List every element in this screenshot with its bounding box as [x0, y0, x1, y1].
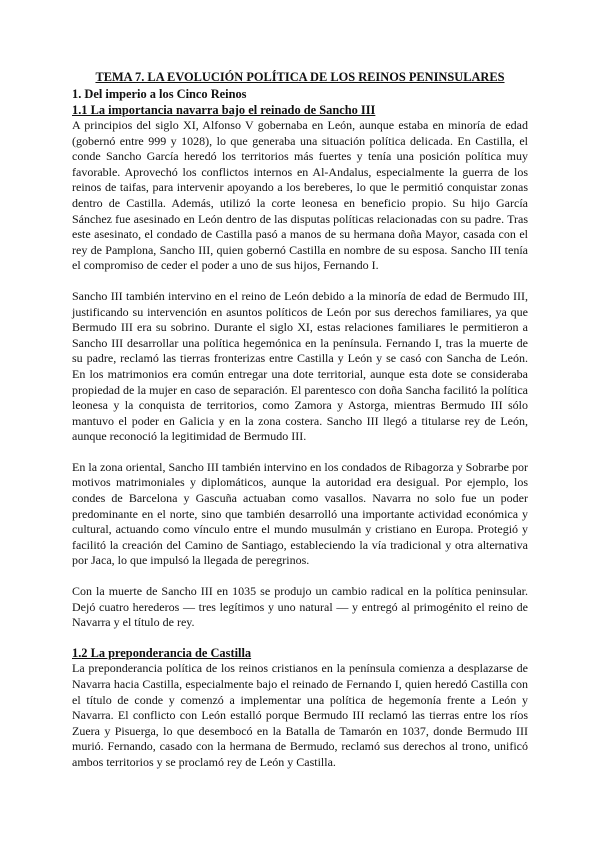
- subsection-heading-1-2: 1.2 La preponderancia de Castilla: [72, 645, 252, 660]
- paragraph-5: La preponderancia política de los reinos cristianos en la península comienza a desplazarse de Navarra hacia Castilla, especialmente bajo el reinado de Fernando I, quien heredó Castilla con el título de conde y comenzó a implementar una política de hegemonía frente a León y Navarra. El conflicto con León estalló porque Bermudo III reclamó las tierras entre los ríos Zuera y Pisuerga, lo que desembocó en la Batalla de Tamarón en 1037, donde Bermudo III murió. Fernando, casado con la hermana de Bermudo, reclamó sus derechos al trono, unificó ambos territorios y se proclamó rey de León y Castilla.: [72, 661, 528, 769]
- page-title: TEMA 7. LA EVOLUCIÓN POLÍTICA DE LOS REINOS PENINSULARES: [95, 70, 505, 84]
- paragraph-3: En la zona oriental, Sancho III también intervino en los condados de Ribagorza y Sobrarbe por motivos matrimoniales y diplomáticos, aunque la autoridad era desigual. Por ejemplo, los condes de Barcelona y Gascuña actuaban como vasallos. Navarra no solo fue un poder predominante en el norte, sino que también desarrolló una importante actividad económica y cultural, actuando como vínculo entre el mundo musulmán y cristiano en Europa. Protegió y facilitó la creación del Camino de Santiago, estableciendo la vía tradicional y otra alternativa por Jaca, lo que impulsó la llegada de peregrinos.: [72, 459, 528, 568]
- paragraph-2: Sancho III también intervino en el reino de León debido a la minoría de edad de Bermudo III, justificando su intervención en asuntos políticos de León por sus derechos familiares, ya que Bermudo III era su sobrino. Durante el siglo XI, estas relaciones familiares le permitieron a Sancho III desarrollar una política hegemónica en la península. Fernando I, tras la muerte de su padre, reclamó las tierras fronterizas entre Castilla y León y se casó con Sancha de León. En los matrimonios era común entregar una dote territorial, aunque esta dote se consideraba propiedad de la mujer en caso de separación. El parentesco con doña Sancha facilitó la política leonesa y la conquista de territorios, como Zamora y Astorga, mientras Bermudo III sólo mantuvo el poder en Galicia y en la zona costera. Sancho III llegó a titularse rey de León, aunque reconoció la legitimidad de Bermudo III.: [72, 288, 528, 444]
- paragraph-4: Con la muerte de Sancho III en 1035 se produjo un cambio radical en la política peninsular. Dejó cuatro herederos — tres legítimos y uno natural — y entregó al primogénito el reino de Navarra y el título de rey.: [72, 584, 528, 630]
- section-heading: 1. Del imperio a los Cinco Reinos: [72, 87, 247, 101]
- paragraph-1: A principios del siglo XI, Alfonso V gobernaba en León, aunque estaba en minoría de edad (gobernó entre 999 y 1028), lo que generaba una situación política delicada. En Castilla, el conde Sancho García heredó los territorios más fuertes y tenía una posición política muy favorable. Aprovechó los conflictos internos en Al-Andalus, especialmente la guerra de los reinos de taifas, para intervenir apoyando a los bereberes, lo que le permitió conquistar zonas dentro de Castilla. Además, utilizó la corte leonesa en beneficio propio. Su hijo García Sánchez fue asesinado en León dentro de las disputas políticas relacionadas con su padre. Tras este asesinato, el condado de Castilla pasó a manos de su hermana doña Mayor, casada con el rey de Pamplona, Sancho III, quien gobernó Castilla en nombre de su esposa. Sancho III tenía el compromiso de ceder el poder a uno de sus hijos, Fernando I.: [72, 118, 528, 273]
- subsection-heading-1-1: 1.1 La importancia navarra bajo el reinado de Sancho III: [72, 102, 376, 117]
